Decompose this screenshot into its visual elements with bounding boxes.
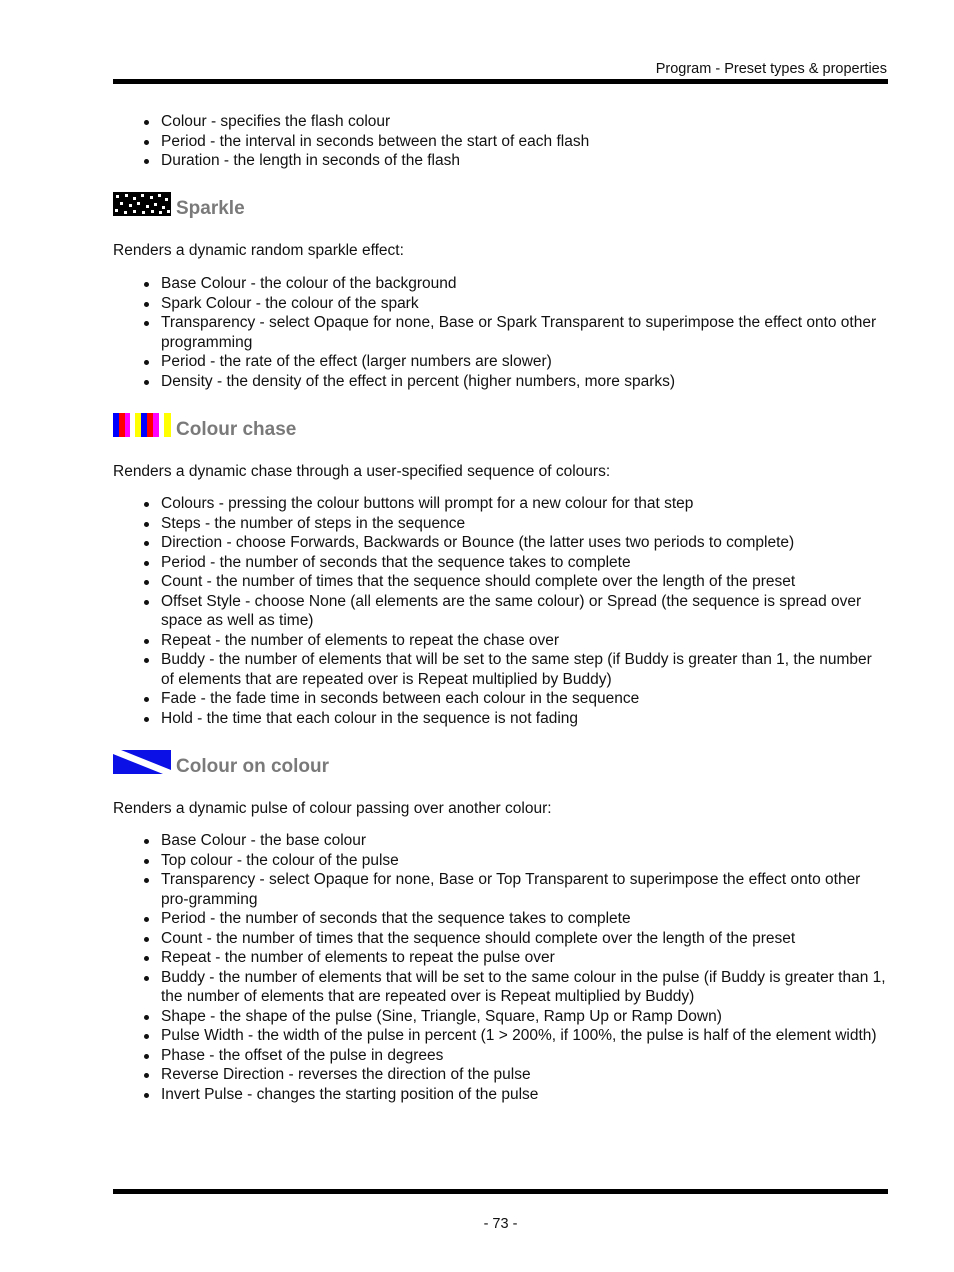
- list-item: Repeat - the number of elements to repeat the pulse over: [113, 948, 888, 968]
- list-item: Colours - pressing the colour buttons will prompt for a new colour for that step: [113, 494, 888, 514]
- list-item: Hold - the time that each colour in the sequence is not fading: [113, 709, 888, 729]
- colour-on-colour-description: Renders a dynamic pulse of colour passing over another colour:: [113, 800, 552, 817]
- colour-on-colour-properties-list: [113, 831, 888, 1104]
- list-item: Count - the number of times that the sequence should complete over the length of the preset: [113, 572, 888, 592]
- list-item: Base Colour - the colour of the background: [113, 274, 888, 294]
- colour-on-colour-icon: [113, 750, 171, 774]
- list-item: Transparency - select Opaque for none, Base or Top Transparent to superimpose the effect onto other pro-gramming: [113, 870, 888, 909]
- list-item: Shape - the shape of the pulse (Sine, Triangle, Square, Ramp Up or Ramp Down): [113, 1007, 888, 1027]
- list-item: Fade - the fade time in seconds between each colour in the sequence: [113, 689, 888, 709]
- list-item: Period - the interval in seconds between the start of each flash: [113, 132, 888, 152]
- flash-properties-list: [113, 112, 888, 171]
- list-item: Buddy - the number of elements that will be set to the same step (if Buddy is greater than 1, the number of elements that are repeated over is Repeat multiplied by Buddy): [113, 650, 888, 689]
- section-title-colour-on-colour: Colour on colour: [176, 756, 330, 777]
- list-item: Steps - the number of steps in the sequence: [113, 514, 888, 534]
- colour-chase-description: Renders a dynamic chase through a user-specified sequence of colours:: [113, 463, 611, 480]
- list-item: Offset Style - choose None (all elements are the same colour) or Spread (the sequence is spread over space as well as time): [113, 592, 888, 631]
- list-item: Top colour - the colour of the pulse: [113, 851, 888, 871]
- sparkle-icon: [113, 192, 171, 216]
- list-item: Count - the number of times that the sequence should complete over the length of the preset: [113, 929, 888, 949]
- list-item: Spark Colour - the colour of the spark: [113, 294, 888, 314]
- list-item: Duration - the length in seconds of the flash: [113, 151, 888, 171]
- list-item: Period - the number of seconds that the sequence takes to complete: [113, 909, 888, 929]
- list-item: Pulse Width - the width of the pulse in percent (1 > 200%, if 100%, the pulse is half of the element width): [113, 1026, 888, 1046]
- page-header-title: Program - Preset types & properties: [655, 61, 887, 77]
- sparkle-description: Renders a dynamic random sparkle effect:: [113, 242, 404, 259]
- list-item: Reverse Direction - reverses the direction of the pulse: [113, 1065, 888, 1085]
- list-item: Invert Pulse - changes the starting position of the pulse: [113, 1085, 888, 1105]
- list-item: Density - the density of the effect in percent (higher numbers, more sparks): [113, 372, 888, 392]
- list-item: Period - the rate of the effect (larger numbers are slower): [113, 352, 888, 372]
- page-number: - 73 -: [483, 1216, 518, 1232]
- list-item: Transparency - select Opaque for none, Base or Spark Transparent to superimpose the effect onto other programming: [113, 313, 888, 352]
- colour-chase-icon: [113, 413, 171, 437]
- list-item: Buddy - the number of elements that will be set to the same colour in the pulse (if Buddy is greater than 1, the number of elements that are repeated over is Repeat multiplied by Buddy): [113, 968, 888, 1007]
- list-item: Direction - choose Forwards, Backwards or Bounce (the latter uses two periods to complete): [113, 533, 888, 553]
- section-title-colour-chase: Colour chase: [176, 419, 297, 440]
- header-rule: [113, 79, 888, 84]
- colour-chase-properties-list: [113, 494, 888, 728]
- list-item: Period - the number of seconds that the sequence takes to complete: [113, 553, 888, 573]
- footer-rule: [113, 1189, 888, 1194]
- list-item: Base Colour - the base colour: [113, 831, 888, 851]
- list-item: Phase - the offset of the pulse in degrees: [113, 1046, 888, 1066]
- sparkle-properties-list: [113, 274, 888, 391]
- list-item: Colour - specifies the flash colour: [113, 112, 888, 132]
- list-item: Repeat - the number of elements to repeat the chase over: [113, 631, 888, 651]
- section-title-sparkle: Sparkle: [176, 198, 245, 219]
